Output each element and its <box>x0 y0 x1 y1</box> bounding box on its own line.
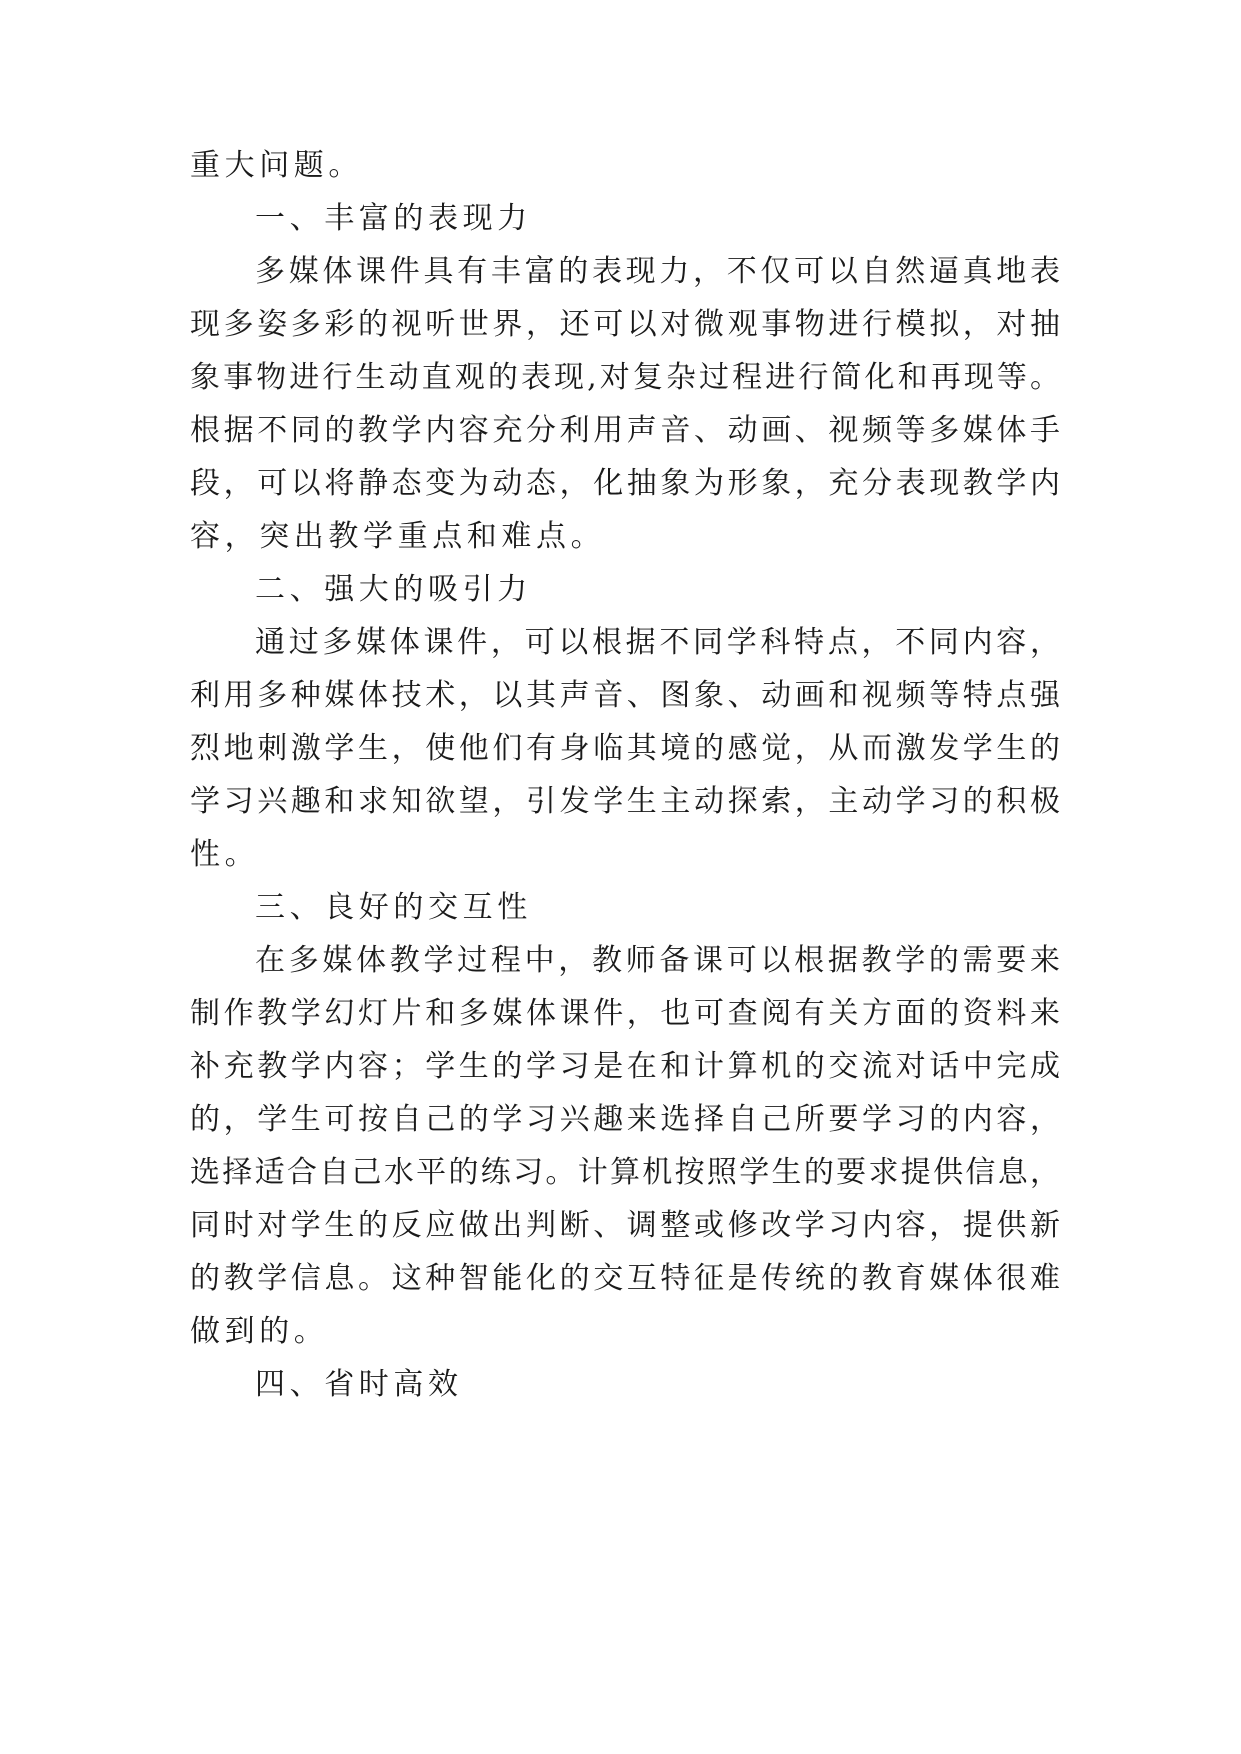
paragraph-line: 的教学信息。这种智能化的交互特征是传统的教育媒体很难 <box>190 1261 1060 1296</box>
paragraph-line: 象事物进行生动直观的表现,对复杂过程进行简化和再现等。 <box>190 360 1060 395</box>
section-heading-3: 三、良好的交互性 <box>255 890 532 925</box>
paragraph-line: 利用多种媒体技术，以其声音、图象、动画和视频等特点强 <box>190 678 1060 713</box>
paragraph-line: 选择适合自己水平的练习。计算机按照学生的要求提供信息， <box>190 1155 1060 1190</box>
paragraph-line: 通过多媒体课件，可以根据不同学科特点，不同内容， <box>255 625 1060 660</box>
paragraph-line: 在多媒体教学过程中，教师备课可以根据教学的需要来 <box>255 943 1060 978</box>
paragraph-line: 根据不同的教学内容充分利用声音、动画、视频等多媒体手 <box>190 413 1060 448</box>
section-heading-1: 一、丰富的表现力 <box>255 201 532 236</box>
paragraph-line: 性。 <box>190 837 260 872</box>
paragraph-line: 容，突出教学重点和难点。 <box>190 519 606 554</box>
paragraph-line: 烈地刺激学生，使他们有身临其境的感觉，从而激发学生的 <box>190 731 1060 766</box>
paragraph-line: 学习兴趣和求知欲望，引发学生主动探索，主动学习的积极 <box>190 784 1060 819</box>
paragraph-line: 段，可以将静态变为动态，化抽象为形象，充分表现教学内 <box>190 466 1060 501</box>
paragraph-line: 同时对学生的反应做出判断、调整或修改学习内容，提供新 <box>190 1208 1060 1243</box>
section-heading-4: 四、省时高效 <box>255 1367 463 1402</box>
paragraph-line: 多媒体课件具有丰富的表现力，不仅可以自然逼真地表 <box>255 254 1060 289</box>
paragraph-line: 的，学生可按自己的学习兴趣来选择自己所要学习的内容， <box>190 1102 1060 1137</box>
paragraph-line: 做到的。 <box>190 1314 329 1349</box>
paragraph-line: 现多姿多彩的视听世界，还可以对微观事物进行模拟，对抽 <box>190 307 1060 342</box>
paragraph-line: 重大问题。 <box>190 148 363 183</box>
section-heading-2: 二、强大的吸引力 <box>255 572 532 607</box>
paragraph-line: 补充教学内容；学生的学习是在和计算机的交流对话中完成 <box>190 1049 1060 1084</box>
paragraph-line: 制作教学幻灯片和多媒体课件，也可查阅有关方面的资料来 <box>190 996 1060 1031</box>
